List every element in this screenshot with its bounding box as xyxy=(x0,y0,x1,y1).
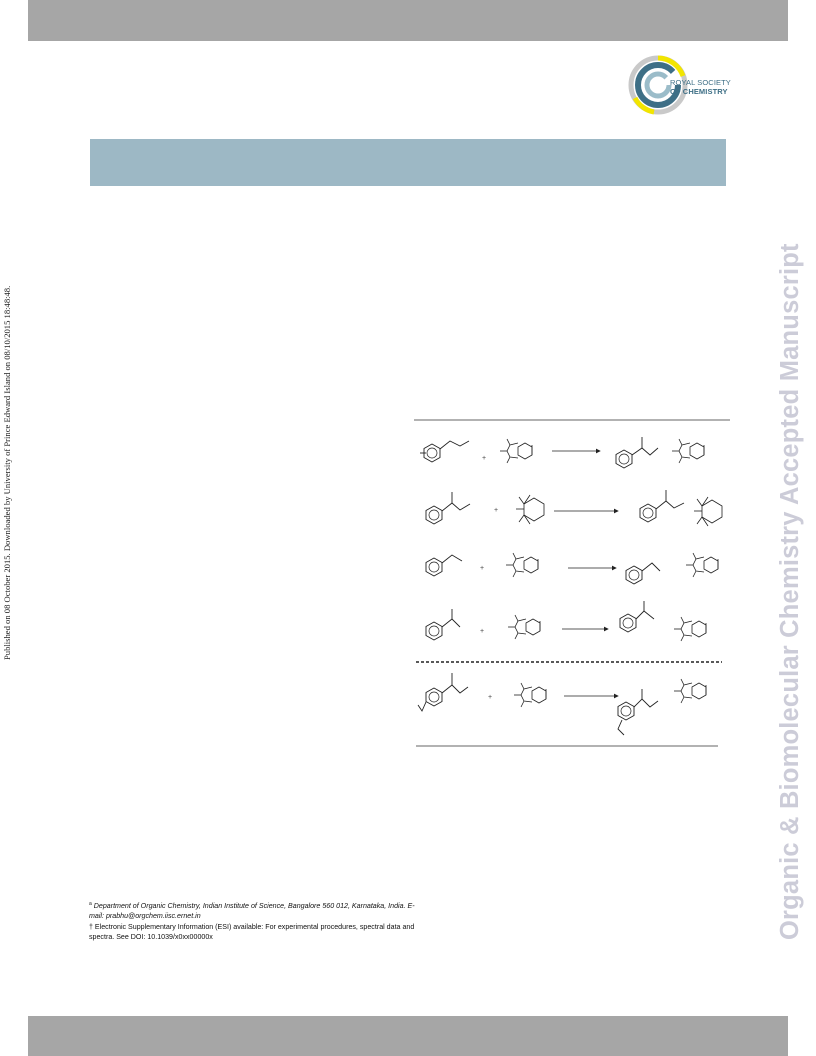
published-side-note: Published on 08 October 2015. Downloaded by University of Prince Edward Island on 08/10/2015 18:48:48. xyxy=(2,285,12,660)
journal-watermark: Organic & Biomolecular Chemistry Accepted Manuscript xyxy=(776,243,804,940)
rsc-logo-text xyxy=(670,78,731,96)
footnotes xyxy=(89,899,419,943)
affiliation-text: Department of Organic Chemistry, Indian Institute of Science, Bangalore 560 012, Karnataka, India. E-mail: prabhu@orgchem.iisc.ernet.in xyxy=(89,902,415,921)
plus-sign: + xyxy=(488,694,493,701)
footer-bar xyxy=(28,1016,788,1056)
header-bar xyxy=(28,0,788,41)
plus-sign: + xyxy=(480,628,485,635)
scheme-row-4 xyxy=(426,601,706,641)
scheme-row-1 xyxy=(420,437,704,468)
plus-sign: + xyxy=(480,565,485,572)
logo-line-2: OF CHEMISTRY xyxy=(670,87,728,96)
logo-line-1: ROYAL SOCIETY xyxy=(670,78,731,87)
title-band xyxy=(90,139,726,186)
affiliation-footnote xyxy=(89,899,419,922)
scheme-row-3 xyxy=(426,553,718,584)
plus-sign: + xyxy=(494,507,499,514)
scheme-row-2 xyxy=(426,490,722,526)
reaction-scheme xyxy=(412,415,734,751)
esi-footnote: † Electronic Supplementary Information (ESI) available: For experimental procedures, spectral data and spectra. See DOI: 10.1039/x0xx00000x xyxy=(89,922,415,942)
scheme-row-5 xyxy=(418,673,706,735)
footnote-marker: a xyxy=(89,901,92,907)
plus-sign: + xyxy=(482,455,487,462)
